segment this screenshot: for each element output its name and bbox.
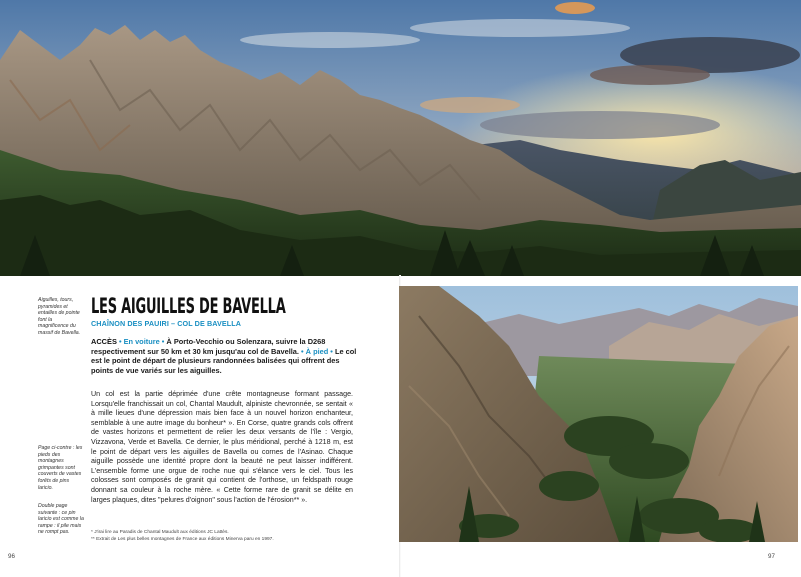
page-number-right: 97 bbox=[768, 553, 775, 560]
access-paragraph bbox=[91, 337, 359, 375]
hero-photo bbox=[0, 0, 801, 276]
photo-caption-1: Aiguilles, tours, pyramides et entailles de pointe font la magnificence du massif de Bavella. bbox=[38, 297, 81, 336]
photo-caption-2: Page ci-contre : les pieds des montagnes grimpantes sont couverts de vastes forêts de pins laricio. bbox=[38, 445, 83, 491]
article-body: Un col est la partie déprimée d'une crête montagneuse formant passage. Lorsqu'elle franchissait un col, Chantal Maudult, alpiniste chevronnée, se sentait « à mille lieues d'une dépression mais bien face à un nouvel horizon enchanteur, semblable à une autre image du bonheur* ». En Corse, quatre grands cols offrent de vastes horizons et permettent de relier les deux versants de l'île : Vergio, Vizzavona, Verde et Bavella. Ce dernier, le plus méridional, perché à 1218 m, est le point de départ vers les aiguilles de Bavella ou cornes de l'Asinao. Chaque aiguille possède une identité propre dont la beauté ne peut laisser indifférent. L'ensemble forme une orgue de roche nue qui s'élance vers le ciel. Tous les colosses sont composés de granit qui contient de l'orthose, un feldspath rouge donnant sa couleur à la roche mère. « Cette forme rare de granit se délite en larges plaques, dites "pelures d'oignon" sous l'action de l'érosion** ». bbox=[91, 390, 353, 504]
article-subtitle: CHAÎNON DES PAUIRI – COL DE BAVELLA bbox=[91, 319, 242, 328]
valley-gorge-image bbox=[399, 286, 798, 542]
photo-caption-3: Double page suivante : ce pin laricio est comme la rampe : il pile mais ne rompt pas. bbox=[38, 503, 84, 536]
footnotes bbox=[91, 529, 353, 543]
access-label: ACCÈS bbox=[91, 337, 117, 346]
foot-text: Le col est le point de départ de plusieurs randonnées balisées qui offrent des points de vue variés sur les aiguilles. bbox=[91, 346, 357, 375]
foot-label: • À pied • bbox=[301, 346, 333, 356]
side-photo bbox=[399, 286, 798, 542]
article-title: LES AIGUILLES DE BAVELLA bbox=[91, 294, 286, 318]
mountain-panorama-image bbox=[0, 0, 801, 276]
page-number-left: 96 bbox=[8, 553, 15, 560]
footnote-1: * J'irai lire au Paradis de Chantal Maudult aux éditions JC Lattès. bbox=[91, 530, 229, 535]
car-text: À Porto-Vecchio ou Solenzara, suivre la D268 respectivement sur 50 km et 30 km jusqu'au col de Bavella. bbox=[91, 337, 326, 356]
footnote-2: ** Extrait de Les plus belles montagnes de France aux éditions Minerva paru en 1997. bbox=[91, 537, 274, 542]
car-label: • En voiture • bbox=[118, 337, 165, 346]
